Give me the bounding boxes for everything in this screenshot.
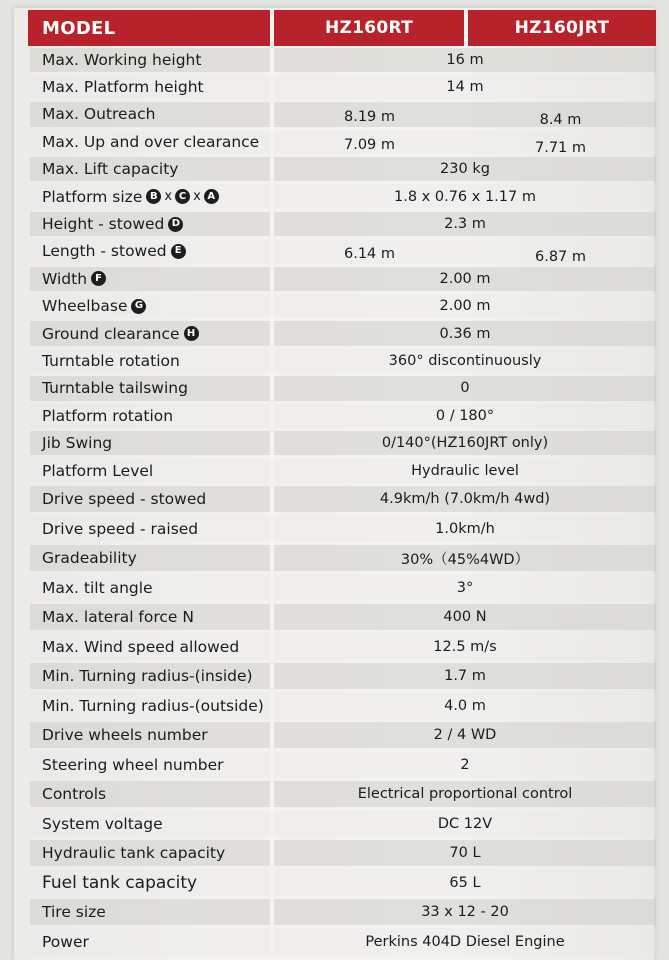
dimension-e-icon: E (171, 244, 186, 259)
spec-label: Min. Turning radius-(outside) (30, 692, 270, 719)
spec-value: Electrical proportional control (357, 786, 573, 802)
spec-label: Jib Swing (30, 431, 270, 455)
spec-label: Max. Up and over clearance (30, 130, 270, 154)
table-row (30, 484, 656, 514)
table-row (30, 429, 656, 456)
spec-label: Height - stowed (42, 215, 165, 234)
table-row (30, 128, 656, 155)
table-header (28, 10, 656, 46)
table-row (30, 375, 656, 402)
spec-label: Max. Platform height (30, 75, 270, 99)
spec-label: Max. tilt angle (30, 574, 270, 601)
spec-value: 400 N (443, 609, 487, 625)
table-row (30, 73, 656, 100)
table-row (30, 210, 656, 237)
spec-value: 1.0km/h (435, 520, 495, 537)
model-hz160rt-header: HZ160RT (274, 10, 464, 46)
spec-label: Fuel tank capacity (30, 869, 270, 896)
table-row (30, 897, 656, 927)
spec-value: 4.0 m (444, 697, 486, 714)
dimension-a-icon: A (204, 189, 219, 204)
spec-label: Controls (30, 781, 270, 808)
spec-label: Wheelbase (42, 297, 128, 316)
spec-value-hz160jrt: 7.71 m (534, 139, 587, 156)
spec-value: 0.36 m (439, 325, 491, 342)
spec-value: 1.8 x 0.76 x 1.17 m (394, 188, 536, 205)
spec-label: Min. Turning radius-(inside) (30, 663, 270, 690)
spec-label: Turntable rotation (30, 349, 270, 373)
table-row (30, 156, 656, 183)
spec-value: 2 (460, 756, 470, 773)
spec-label: Max. Wind speed allowed (30, 633, 270, 660)
table-row (30, 809, 656, 839)
spec-label: Gradeability (30, 545, 270, 572)
spec-label: Platform size (42, 187, 143, 206)
spec-value-hz160jrt: 6.87 m (534, 249, 587, 266)
spec-value-hz160rt: 8.19 m (343, 109, 396, 126)
model-hz160jrt-header: HZ160JRT (468, 10, 656, 46)
spec-label: Max. Lift capacity (30, 157, 270, 181)
dimension-c-icon: C (175, 189, 190, 204)
table-row: Platform size B x C x A 1.8 x 0.76 x 1.17 m (30, 183, 656, 210)
spec-value: 360° discontinuously (388, 352, 542, 369)
spec-value: 33 x 12 - 20 (421, 904, 509, 920)
spec-value: 2.3 m (444, 216, 486, 233)
spec-value: 1.7 m (444, 668, 486, 684)
spec-value: 2 / 4 WD (433, 727, 497, 743)
spec-value: 0 / 180° (435, 407, 495, 424)
spec-value: 4.9km/h (7.0km/h 4wd) (379, 491, 551, 507)
table-row (30, 691, 656, 721)
spec-label: Length - stowed (42, 242, 167, 261)
table-row (30, 514, 656, 544)
table-row (30, 101, 656, 128)
spec-value: 65 L (449, 874, 481, 891)
table-row (30, 402, 656, 429)
table-row (30, 720, 656, 750)
spec-value: 70 L (449, 845, 481, 861)
table-row (30, 46, 656, 73)
table-row (30, 347, 656, 374)
spec-label: Ground clearance (42, 324, 180, 343)
spec-value: 14 m (446, 79, 484, 96)
spec-value: 12.5 m/s (433, 638, 497, 655)
spec-label: Platform Level (30, 458, 270, 482)
spec-label: Drive wheels number (30, 722, 270, 749)
spec-value: 3° (456, 579, 474, 596)
spec-label: Drive speed - raised (30, 515, 270, 542)
table-row (30, 293, 656, 320)
dimension-g-icon: G (131, 299, 146, 314)
table-row (30, 661, 656, 691)
dimension-d-icon: D (168, 217, 183, 232)
table-row (30, 632, 656, 662)
table-row (30, 927, 656, 957)
spec-value: 230 kg (440, 161, 490, 178)
spec-label: System voltage (30, 810, 270, 837)
dimension-b-icon: B (146, 189, 161, 204)
spec-label: Power (30, 928, 270, 955)
table-row (30, 838, 656, 868)
spec-label: Max. Outreach (30, 102, 270, 126)
spec-label: Steering wheel number (30, 751, 270, 778)
spec-table (30, 46, 656, 956)
table-row (30, 543, 656, 573)
model-header: MODEL (28, 10, 270, 46)
spec-label: Platform rotation (30, 404, 270, 428)
table-row (30, 779, 656, 809)
table-row (30, 573, 656, 603)
spec-value-hz160rt: 6.14 m (343, 246, 396, 263)
dimension-h-icon: H (184, 326, 199, 341)
spec-value: 0 (460, 380, 470, 397)
dimension-f-icon: F (91, 271, 106, 286)
spec-label: Hydraulic tank capacity (30, 840, 270, 867)
table-row (30, 320, 656, 347)
spec-value: 16 m (446, 51, 484, 68)
table-row (30, 457, 656, 484)
spec-label: Max. Working height (30, 48, 270, 72)
spec-label: Drive speed - stowed (30, 486, 270, 513)
spec-value: 2.00 m (439, 298, 491, 315)
spec-value: 30%（45%4WD） (400, 551, 530, 568)
spec-label: Width (42, 269, 88, 288)
spec-value: 2.00 m (439, 270, 491, 287)
spec-value: Perkins 404D Diesel Engine (365, 933, 565, 950)
table-row (30, 750, 656, 780)
spec-value-hz160jrt: 8.4 m (539, 112, 582, 129)
table-row (30, 868, 656, 898)
spec-value: Hydraulic level (411, 462, 519, 479)
spec-label: Turntable tailswing (30, 376, 270, 400)
table-row (30, 238, 656, 265)
table-row (30, 265, 656, 292)
spec-label: Tire size (30, 899, 270, 926)
spec-value: DC 12V (437, 815, 493, 832)
spec-value-hz160rt: 7.09 m (343, 136, 396, 153)
spec-label: Max. lateral force N (30, 604, 270, 631)
spec-value: 0/140°(HZ160JRT only) (381, 435, 549, 452)
table-row (30, 602, 656, 632)
